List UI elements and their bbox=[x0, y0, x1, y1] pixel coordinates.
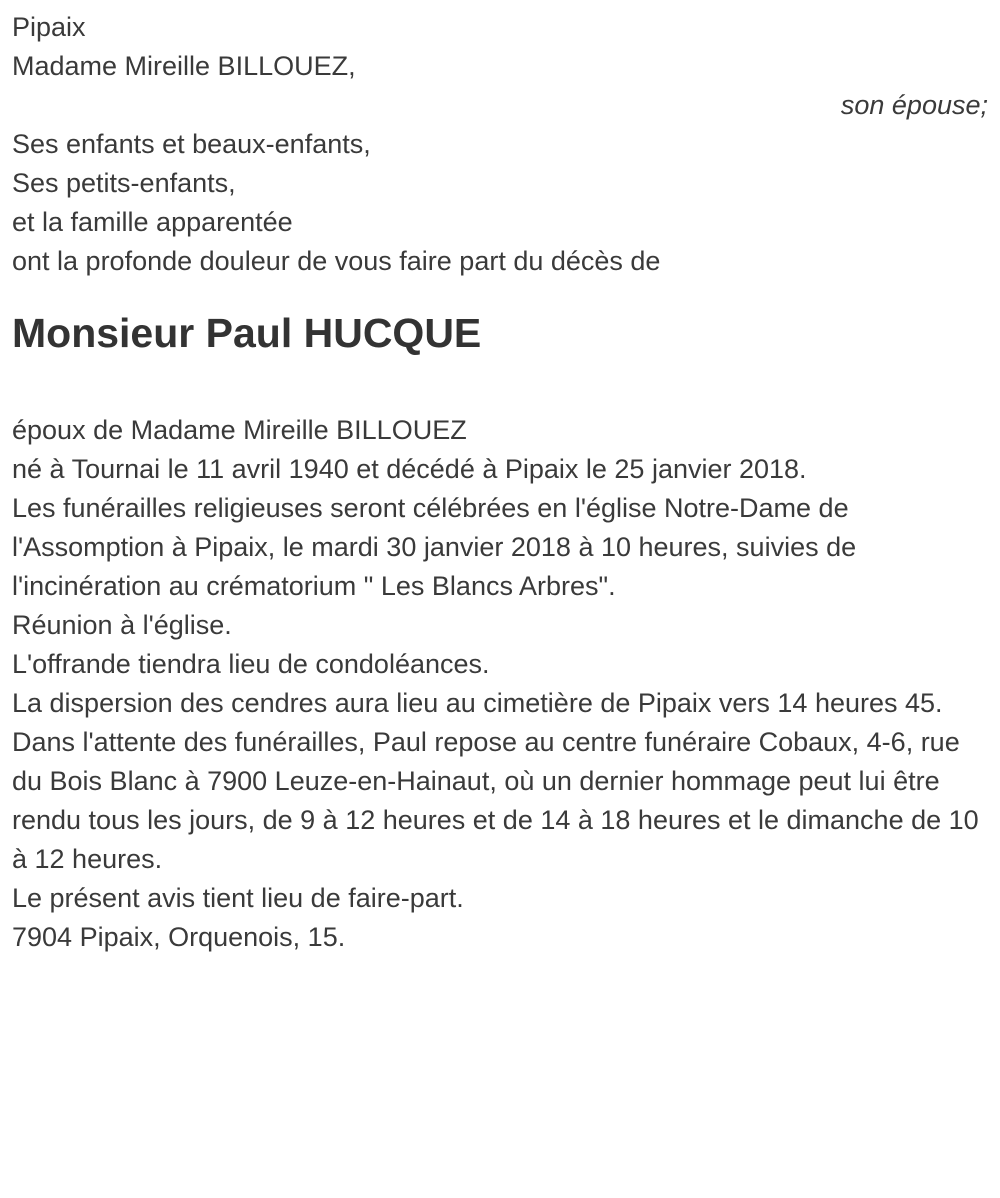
announcement-line: ont la profonde douleur de vous faire part du décès de bbox=[12, 246, 661, 276]
notice-line: Le présent avis tient lieu de faire-part. bbox=[12, 883, 464, 913]
deceased-name-heading: Monsieur Paul HUCQUE bbox=[12, 310, 482, 356]
reunion-line: Réunion à l'église. bbox=[12, 610, 232, 640]
life-dates-line: né à Tournai le 11 avril 1940 et décédé à Pipaix le 25 janvier 2018. bbox=[12, 454, 807, 484]
place-line: Pipaix bbox=[12, 12, 86, 42]
spouse-relation-line: son épouse; bbox=[840, 90, 988, 120]
ashes-dispersion-paragraph: La dispersion des cendres aura lieu au cimetière de Pipaix vers 14 heures 45. bbox=[12, 688, 943, 718]
family-line-relatives: et la famille apparentée bbox=[12, 207, 293, 237]
spouse-name-line: Madame Mireille BILLOUEZ, bbox=[12, 51, 356, 81]
deceased-relation-line: époux de Madame Mireille BILLOUEZ bbox=[12, 415, 467, 445]
offering-line: L'offrande tiendra lieu de condoléances. bbox=[12, 649, 490, 679]
family-line-children: Ses enfants et beaux-enfants, bbox=[12, 129, 371, 159]
repose-visiting-paragraph: Dans l'attente des funérailles, Paul repose au centre funéraire Cobaux, 4-6, rue du Bois Blanc à 7900 Leuze-en-Hainaut, où un dernier hommage peut lui être rendu tous les jours, de 9 à 12 heures et de 14 à 18 heures et le dimanche de 10 à 12 heures. bbox=[12, 727, 979, 874]
family-line-grandchildren: Ses petits-enfants, bbox=[12, 168, 236, 198]
funeral-ceremony-paragraph: Les funérailles religieuses seront célébrées en l'église Notre-Dame de l'Assomption à Pipaix, le mardi 30 janvier 2018 à 10 heures, suivies de l'incinération au crématorium " Les Blancs Arbres". bbox=[12, 493, 857, 601]
address-line: 7904 Pipaix, Orquenois, 15. bbox=[12, 922, 346, 952]
